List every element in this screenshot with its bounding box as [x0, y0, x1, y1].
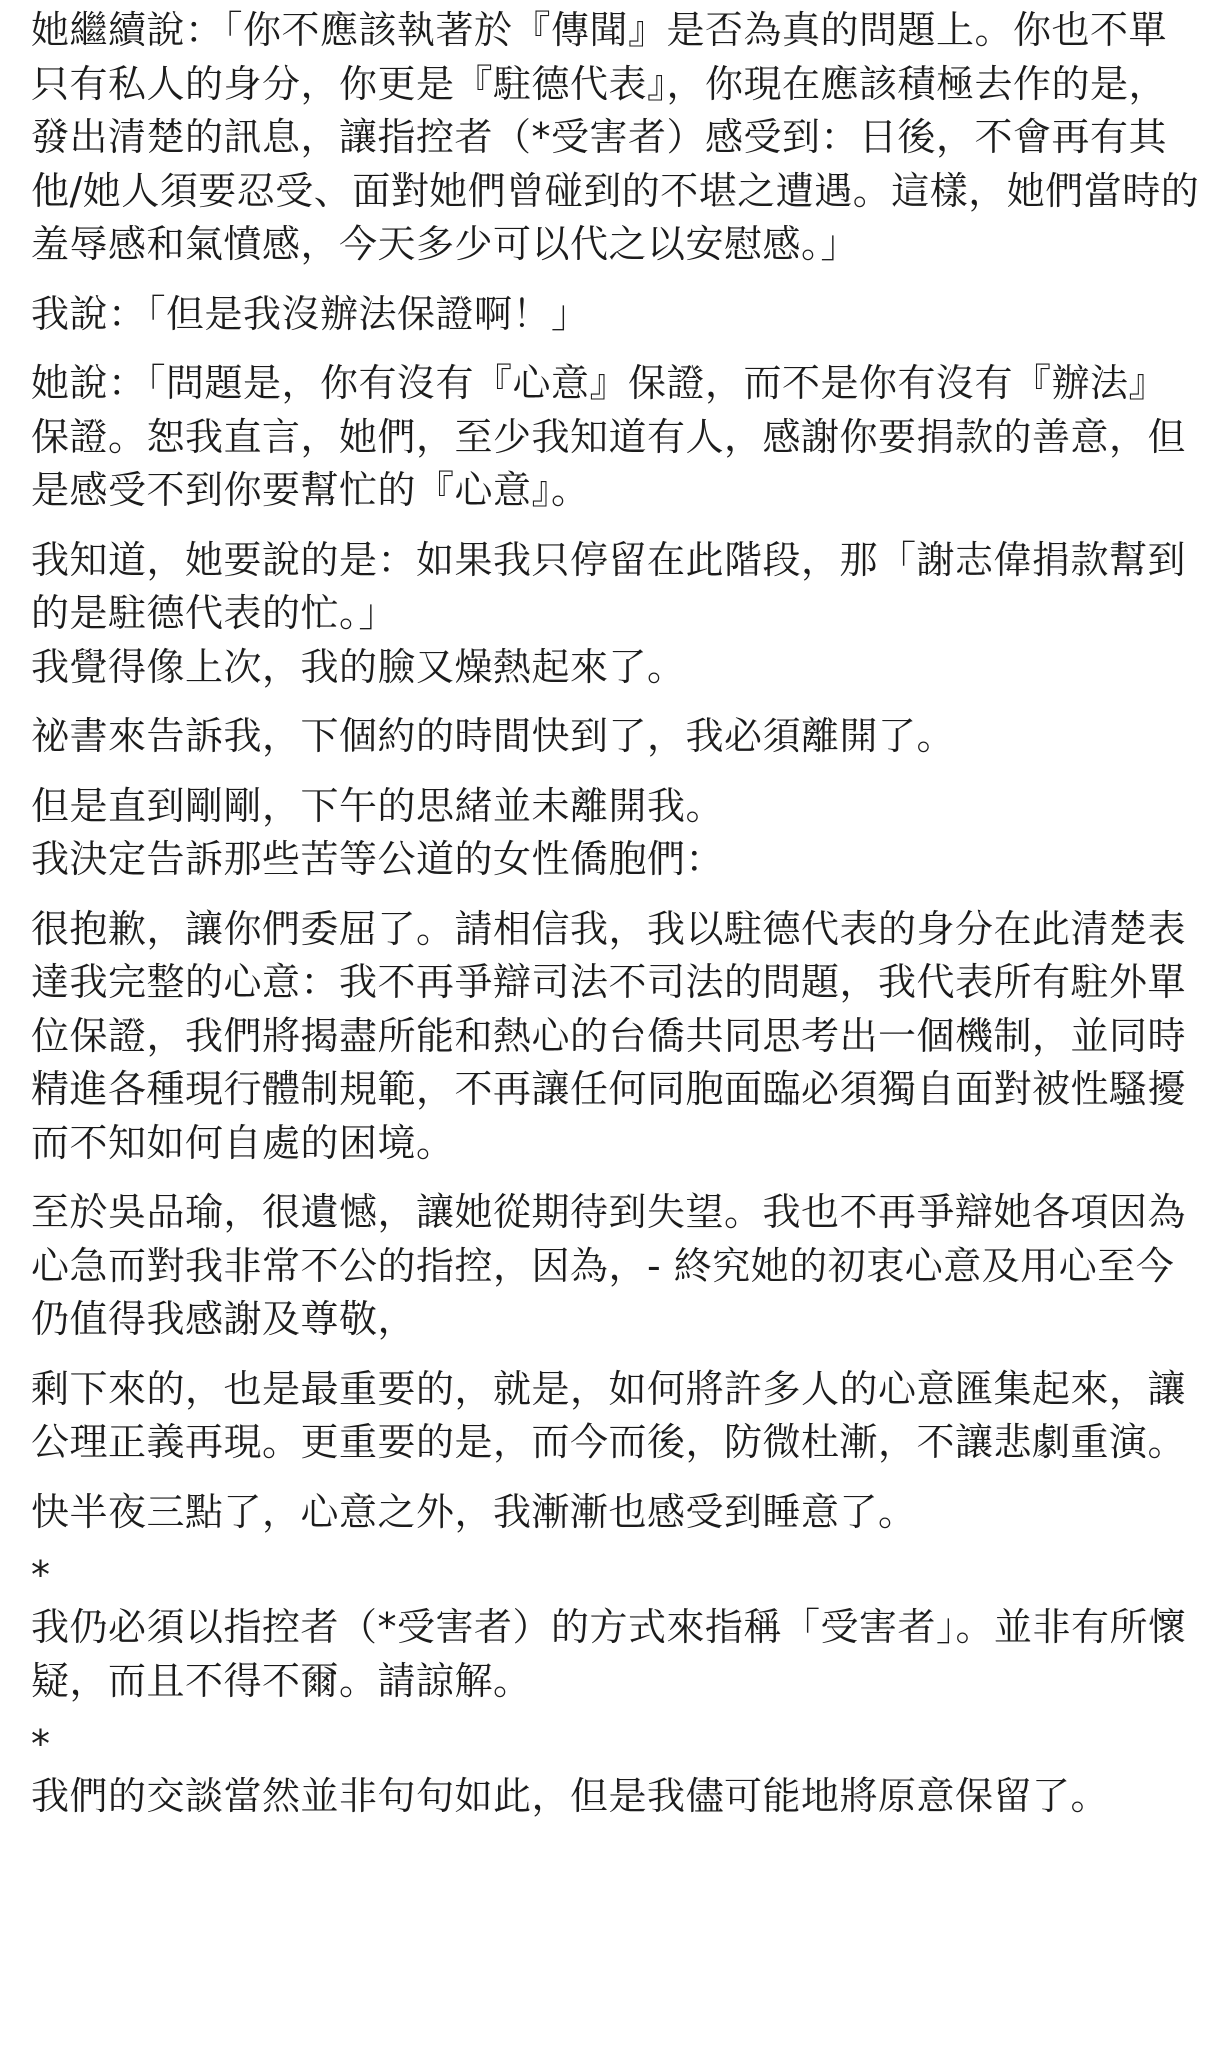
paragraph: 我知道，她要說的是：如果我只停留在此階段，那「謝志偉捐款幫到的是駐德代表的忙。」 我覺得像上次，我的臉又燥熱起來了。	[31, 537, 1187, 689]
paragraph: 快半夜三點了，心意之外，我漸漸也感受到睡意了。	[31, 1489, 917, 1534]
footnote-marker: *	[31, 1722, 51, 1766]
paragraph: 至於吳品瑜，很遺憾，讓她從期待到失望。我也不再爭辯她各項因為心急而對我非常不公的指控，因為，- 終究她的初衷心意及用心至今仍值得我感謝及尊敬，	[31, 1190, 1187, 1341]
paragraph: 但是直到剛剛，下午的思緒並未離開我。 我決定告訴那些苦等公道的女性僑胞們：	[31, 783, 725, 881]
footnote-text: 我們的交談當然並非句句如此，但是我儘可能地將原意保留了。	[31, 1774, 1110, 1818]
paragraph: 她繼續說：「你不應該執著於『傳聞』是否為真的問題上。你也不單只有私人的身分，你更是『駐德代表』，你現在應該積極去作的是，發出清楚的訊息，讓指控者（*受害者）感受到：日後，不會再有其他/她人須要忍受、面對她們曾碰到的不堪之遭遇。這樣，她們當時的羞辱感和氣憤感，今天多少可以代之以安慰感。」	[31, 8, 1200, 266]
post-body	[31, 4, 1201, 1840]
paragraph: 我說：「但是我沒辦法保證啊！」	[31, 291, 590, 336]
footnote-marker: *	[31, 1553, 51, 1597]
paragraph: 很抱歉，讓你們委屈了。請相信我，我以駐德代表的身分在此清楚表達我完整的心意：我不再爭辯司法不司法的問題，我代表所有駐外單位保證，我們將揭盡所能和熱心的台僑共同思考出一個機制，並同時精進各種現行體制規範，不再讓任何同胞面臨必須獨自面對被性騷擾而不知如何自處的困境。	[31, 906, 1187, 1165]
paragraph: 她說：「問題是，你有沒有『心意』保證，而不是你有沒有『辦法』保證。恕我直言，她們，至少我知道有人，感謝你要捐款的善意，但是感受不到你要幫忙的『心意』。	[31, 361, 1187, 512]
paragraph: 祕書來告訴我，下個約的時間快到了，我必須離開了。	[31, 714, 956, 758]
footnote-text: 我仍必須以指控者（*受害者）的方式來指稱「受害者」。並非有所懷疑，而且不得不爾。請諒解。	[31, 1605, 1187, 1703]
paragraph: 剩下來的，也是最重要的，就是，如何將許多人的心意匯集起來，讓公理正義再現。更重要的是，而今而後，防微杜漸，不讓悲劇重演。	[31, 1366, 1187, 1464]
